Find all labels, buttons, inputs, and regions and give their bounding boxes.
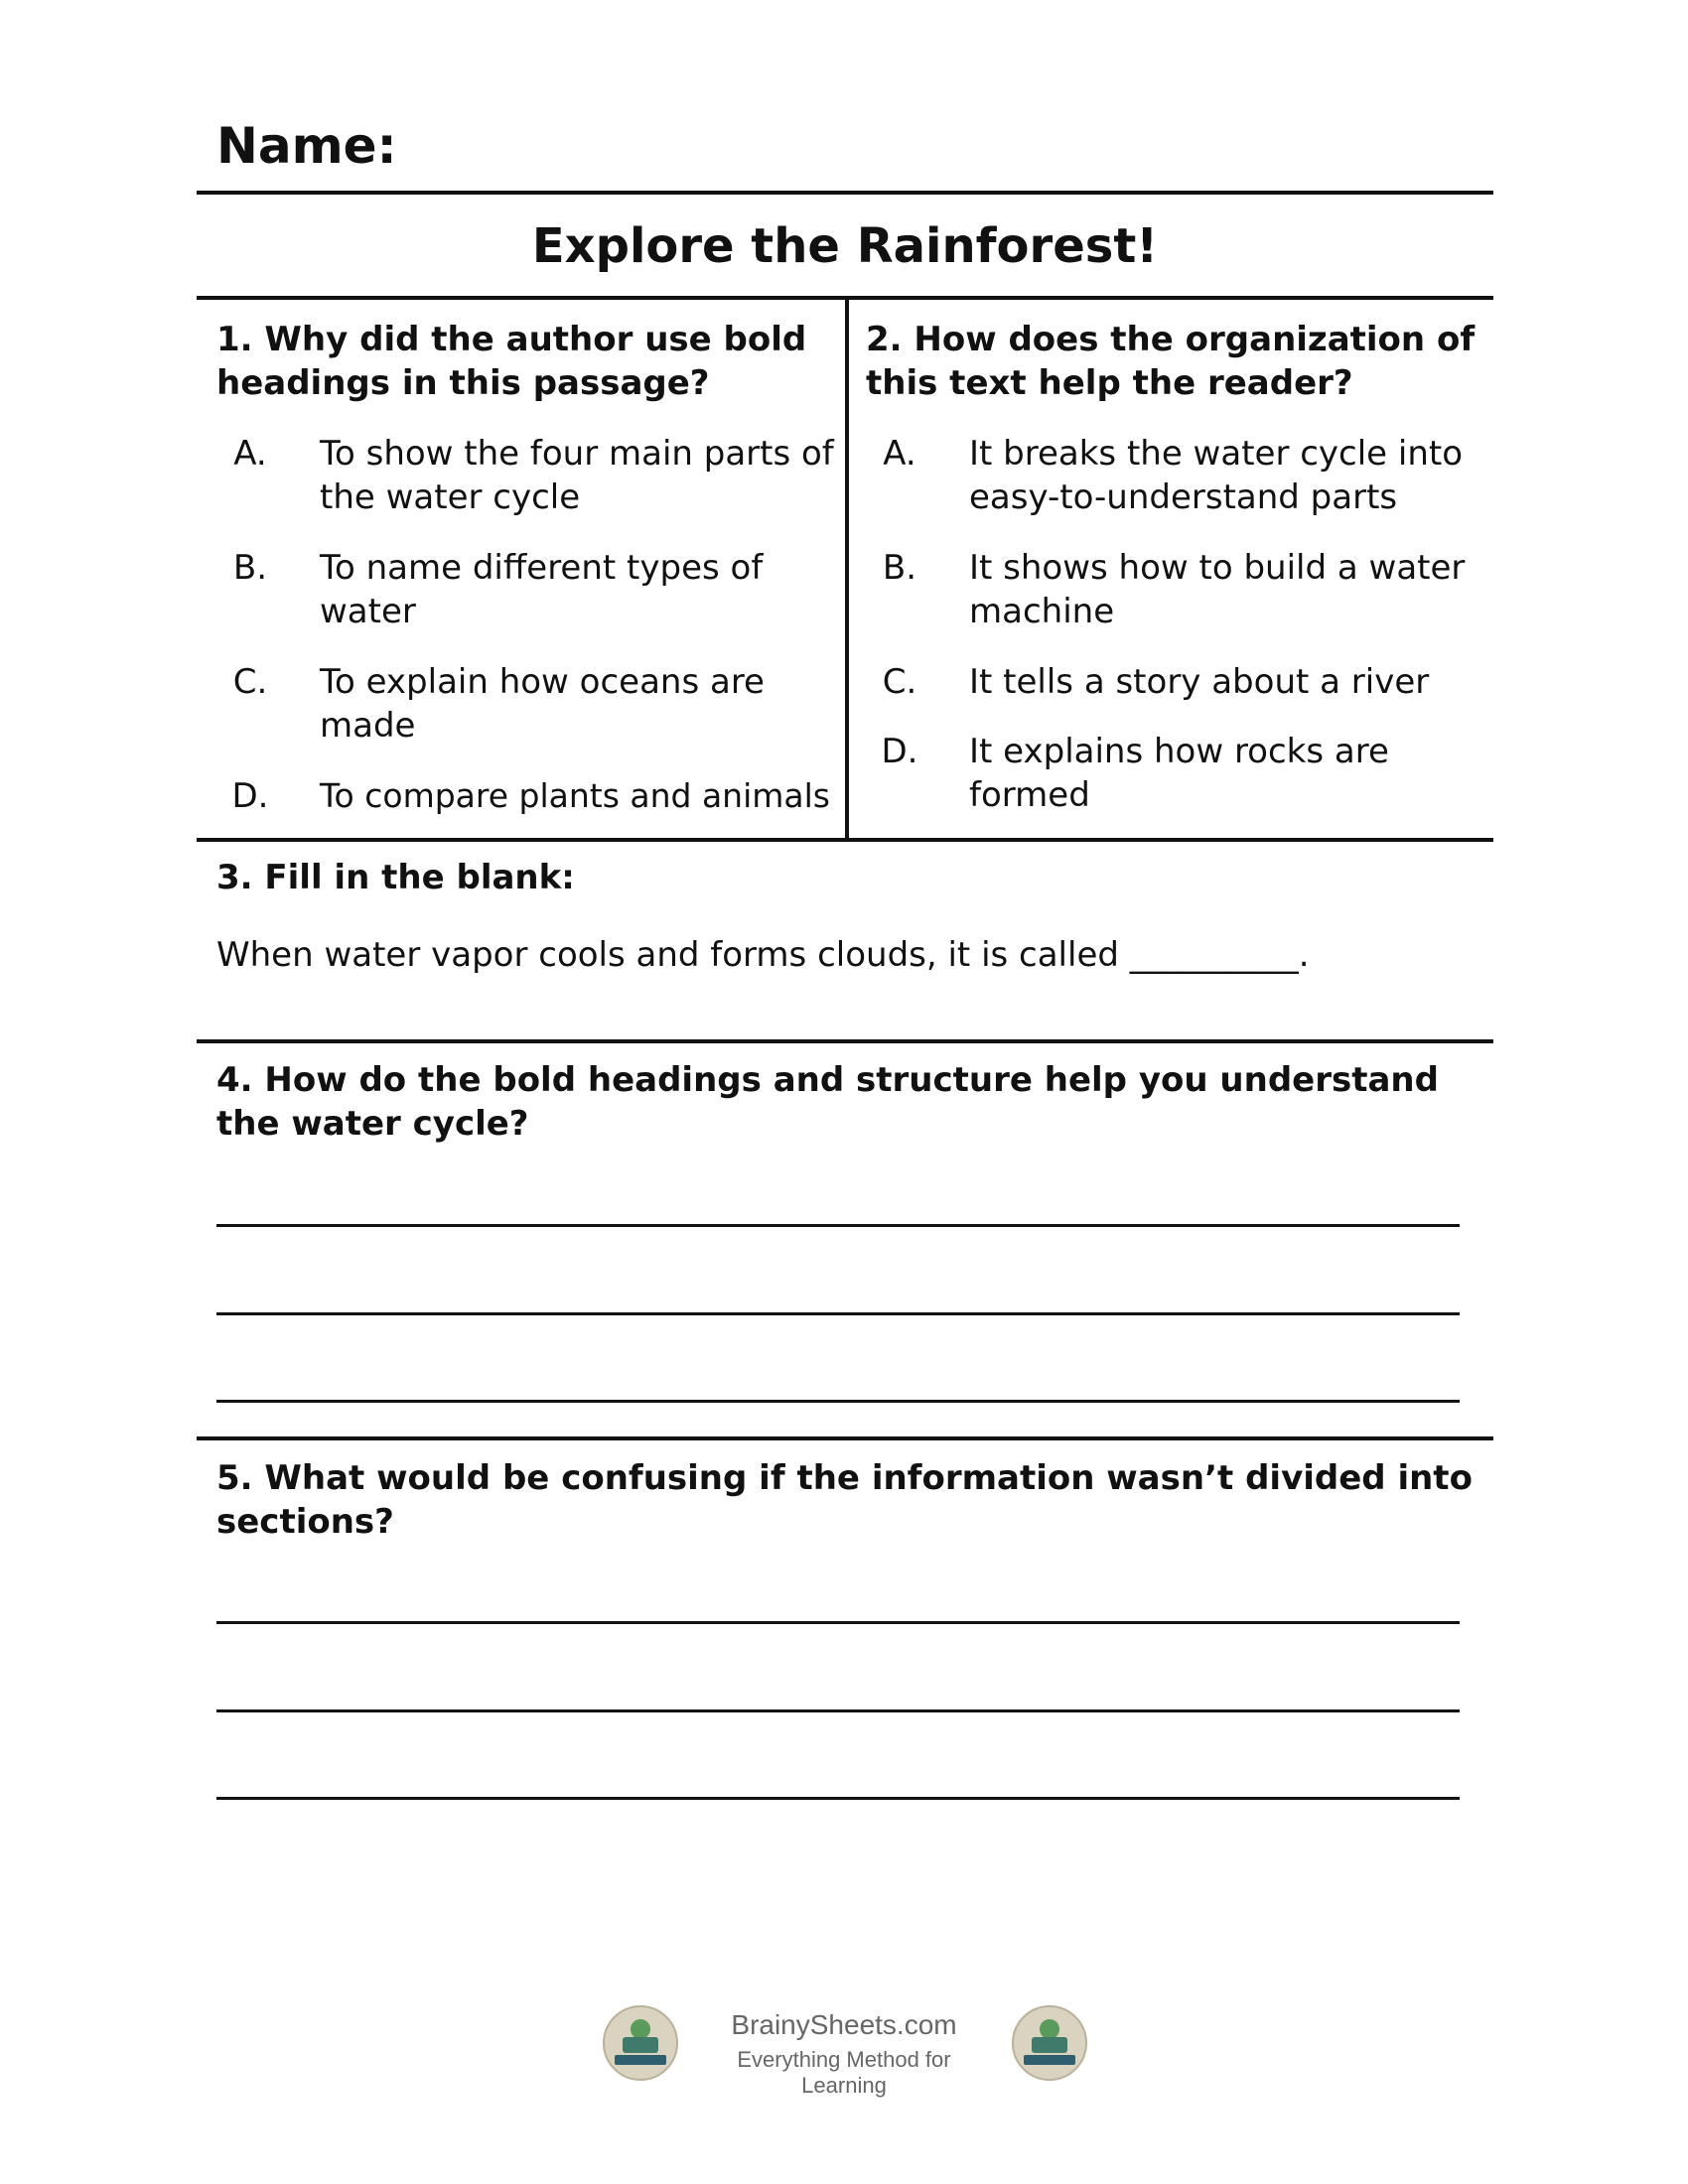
option-letter: D.: [231, 776, 269, 816]
name-label: Name:: [216, 117, 397, 175]
answer-line[interactable]: [216, 1621, 1460, 1624]
option-text: To compare plants and animals: [320, 776, 830, 815]
divider-top: [197, 191, 1493, 195]
question-1: 1. Why did the author use bold headings in this passage?: [216, 320, 807, 403]
option-letter: B.: [882, 548, 917, 588]
answer-line[interactable]: [216, 1400, 1460, 1403]
answer-line[interactable]: [216, 1709, 1460, 1712]
option-text: To explain how oceans are made: [320, 662, 765, 746]
option-letter: A.: [233, 434, 267, 474]
footer-tagline: Everything Method for Learning: [737, 2047, 951, 2098]
answer-line[interactable]: [216, 1312, 1460, 1315]
worksheet-title: Explore the Rainforest!: [531, 218, 1159, 274]
option-text: It breaks the water cycle into easy-to-understand parts: [969, 434, 1464, 517]
option-text: It shows how to build a water machine: [969, 548, 1466, 631]
option-text: It explains how rocks are formed: [969, 732, 1389, 815]
footer-site: BrainySheets.com: [731, 2009, 957, 2040]
column-divider: [845, 298, 849, 840]
answer-line[interactable]: [216, 1797, 1460, 1800]
fill-in-sentence[interactable]: When water vapor cools and forms clouds, it is called __________.: [216, 935, 1310, 975]
option-text: To name different types of water: [320, 548, 764, 631]
divider-q5: [197, 1436, 1493, 1440]
option-letter: B.: [232, 548, 268, 588]
option-letter: A.: [883, 434, 916, 474]
question-3: 3. Fill in the blank:: [216, 858, 575, 897]
answer-line[interactable]: [216, 1224, 1460, 1227]
option-letter: D.: [881, 732, 918, 771]
everything-logo-icon: [1012, 2005, 1087, 2081]
divider-q3: [197, 838, 1493, 842]
divider-q4: [197, 1039, 1493, 1043]
option-text: It tells a story about a river: [969, 662, 1430, 702]
option-letter: C.: [232, 662, 268, 702]
question-5: 5. What would be confusing if the information wasn’t divided into sections?: [216, 1458, 1473, 1542]
question-4: 4. How do the bold headings and structure help you understand the water cycle?: [216, 1060, 1439, 1144]
option-text: To show the four main parts of the water cycle: [320, 434, 834, 517]
everything-logo-icon: [603, 2005, 678, 2081]
option-letter: C.: [882, 662, 917, 702]
question-2: 2. How does the organization of this text help the reader?: [866, 320, 1476, 403]
